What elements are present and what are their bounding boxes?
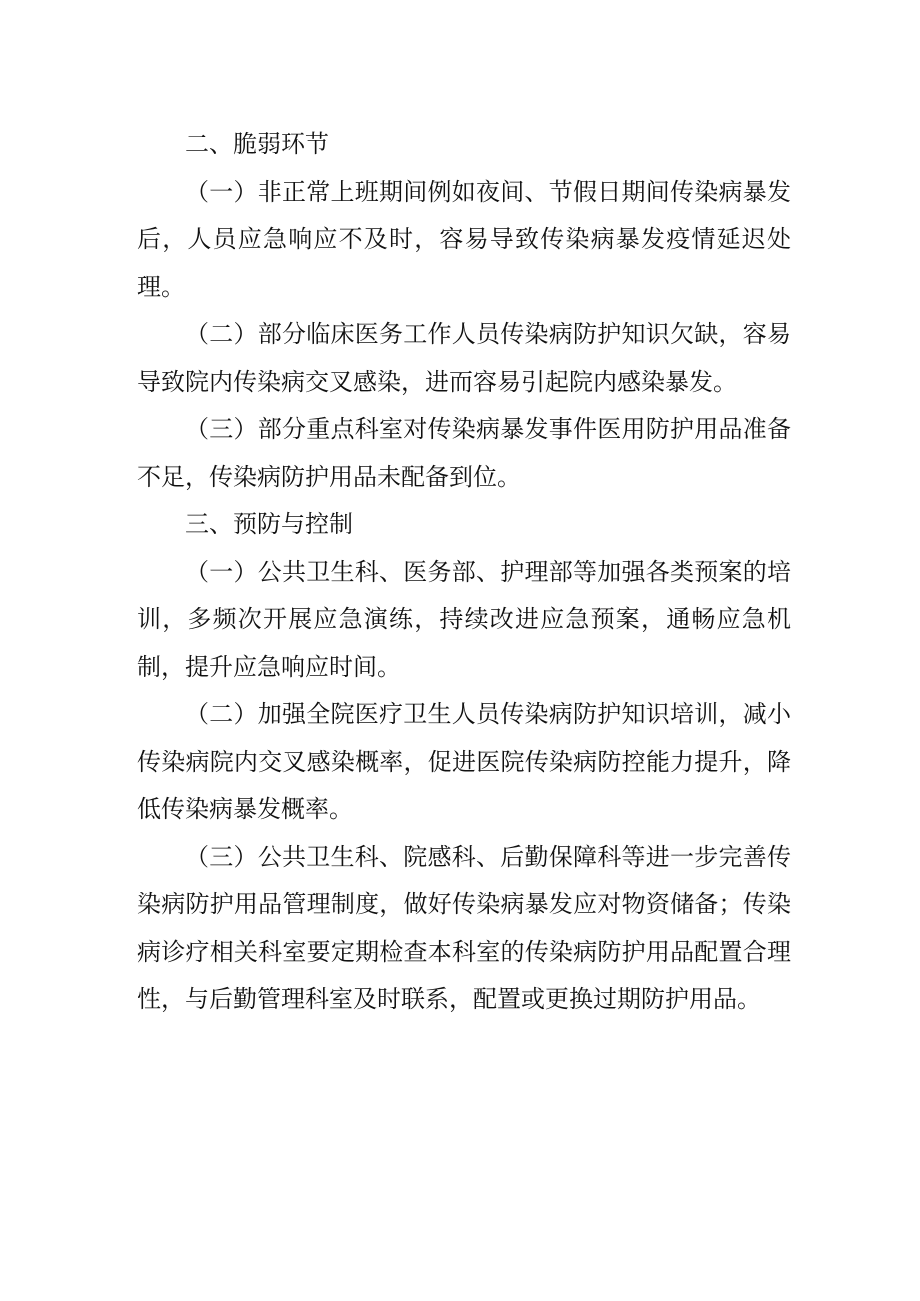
section-heading-prevention-control: 三、预防与控制 bbox=[185, 510, 353, 538]
paragraph-vulnerable-2: （二）部分临床医务工作人员传染病防护知识欠缺，容易导致院内传染病交叉感染，进而容易引起院内感染暴发。 bbox=[137, 320, 791, 396]
paragraph-vulnerable-1: （一）非正常上班期间例如夜间、节假日期间传染病暴发后，人员应急响应不及时，容易导致传染病暴发疫情延迟处理。 bbox=[137, 177, 791, 301]
section-heading-vulnerable-links: 二、脆弱环节 bbox=[185, 130, 329, 158]
paragraph-prevention-1: （一）公共卫生科、医务部、护理部等加强各类预案的培训，多频次开展应急演练，持续改进应急预案，通畅应急机制，提升应急响应时间。 bbox=[137, 557, 791, 681]
document-body bbox=[137, 121, 791, 1024]
paragraph-vulnerable-3: （三）部分重点科室对传染病暴发事件医用防护用品准备不足，传染病防护用品未配备到位。 bbox=[137, 415, 791, 491]
paragraph-prevention-3: （三）公共卫生科、院感科、后勤保障科等进一步完善传染病防护用品管理制度，做好传染病暴发应对物资储备；传染病诊疗相关科室要定期检查本科室的传染病防护用品配置合理性，与后勤管理科室及时联系，配置或更换过期防护用品。 bbox=[137, 842, 791, 1013]
paragraph-prevention-2: （二）加强全院医疗卫生人员传染病防护知识培训，减小传染病院内交叉感染概率，促进医院传染病防控能力提升，降低传染病暴发概率。 bbox=[137, 700, 791, 823]
